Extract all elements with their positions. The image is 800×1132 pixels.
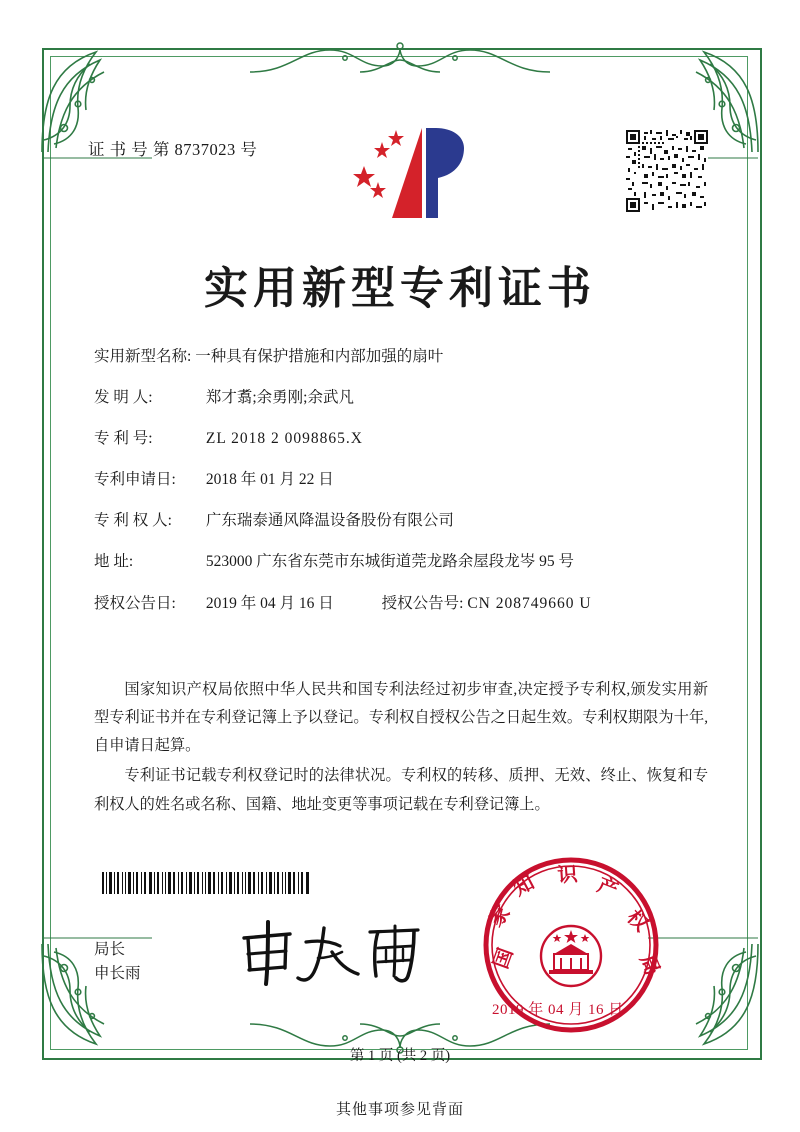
svg-text:识: 识 (556, 863, 579, 887)
seal-date: 2019 年 04 月 16 日 (492, 1002, 624, 1018)
svg-text:局: 局 (635, 951, 664, 979)
field-list (94, 348, 714, 636)
svg-text:家: 家 (484, 901, 515, 932)
field-label: 发 明 人: (94, 389, 153, 407)
barcode-icon (100, 872, 312, 894)
field-value-grant-no: CN 208749660 U (467, 594, 592, 612)
field-label: 实用新型名称: (94, 348, 192, 365)
field-value-grant-date: 2019 年 04 月 16 日 (205, 594, 334, 612)
field-label-grant-no: 授权公告号: (381, 594, 464, 612)
field-row-address (94, 553, 714, 572)
legal-paragraph-2: 专利证书记载专利权登记时的法律状况。专利权的转移、质押、无效、终止、恢复和专利权人的姓名或名称、国籍、地址变更等事项记载在专利登记簿上。 (94, 767, 708, 813)
field-label: 专利申请日: (94, 471, 176, 489)
field-label: 地 址: (94, 553, 134, 571)
field-row-patent-number (94, 430, 714, 449)
field-row-patentee (94, 512, 714, 531)
field-value: 523000 广东省东莞市东城街道莞龙路余屋段龙岑 95 号 (205, 553, 575, 571)
legal-text-block (94, 676, 708, 821)
field-value: 广东瑞泰通风降温设备股份有限公司 (205, 512, 454, 530)
field-row-application-date (94, 471, 714, 490)
field-value: 2018 年 01 月 22 日 (205, 471, 334, 489)
handwritten-signature (228, 918, 428, 988)
qr-code-icon (626, 130, 708, 212)
page-title: 实用新型专利证书 (204, 264, 596, 313)
field-row-name (94, 348, 714, 367)
field-value: ZL 2018 2 0098865.X (205, 430, 363, 448)
svg-text:知: 知 (510, 871, 539, 901)
field-label-grant-date: 授权公告日: (94, 594, 176, 612)
legal-paragraph-1: 国家知识产权局依照中华人民共和国专利法经过初步审查,决定授予专利权,颁发实用新型专利证书并在专利登记簿上予以登记。专利权自授权公告之日起生效。专利权期限为十年,自申请日起算。 (94, 681, 708, 755)
svg-text:产: 产 (594, 874, 621, 903)
field-row-grant (94, 595, 714, 614)
svg-text:国: 国 (490, 945, 518, 972)
field-label: 专 利 权 人: (94, 512, 172, 530)
svg-text:权: 权 (622, 906, 653, 936)
page-number: 第 1 页 (共 2 页) (349, 1048, 451, 1064)
field-value: 郑才翥;余勇刚;余武凡 (205, 389, 354, 407)
field-label: 专 利 号: (94, 430, 153, 448)
field-row-inventor (94, 389, 714, 408)
footer-note: 其他事项参见背面 (335, 1102, 464, 1118)
field-value: 一种具有保护措施和内部加强的扇叶 (195, 348, 444, 365)
signature-title-label: 局长 (94, 941, 126, 958)
cnipa-logo-icon (352, 122, 470, 226)
certificate-number: 证 书 号 第 8737023 号 (88, 140, 258, 159)
signature-name-label: 申长雨 (94, 965, 141, 983)
signature-labels (94, 938, 141, 986)
